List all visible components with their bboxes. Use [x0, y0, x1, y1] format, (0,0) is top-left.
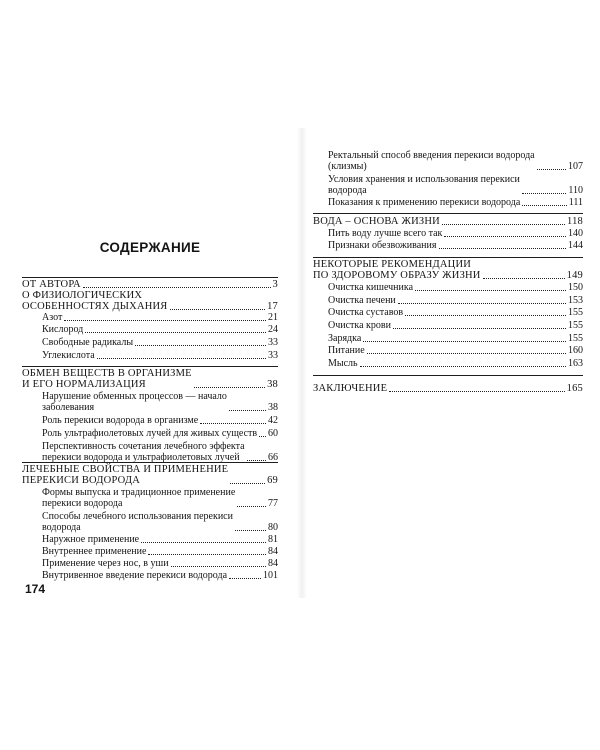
toc-entry-storage: Условия хранения и использования перекиси водорода 110	[328, 174, 583, 196]
toc-entry-nose-ears: Применение через нос, в уши 84	[42, 558, 278, 569]
toc-heading: СОДЕРЖАНИЕ	[99, 240, 201, 255]
toc-entry-blood: Очистка крови 155	[328, 320, 583, 331]
toc-entry-healing-properties: ЛЕЧЕБНЫЕ СВОЙСТВА И ПРИМЕНЕНИЕ ПЕРЕКИСИ ВОДОРОДА 69	[22, 464, 278, 486]
toc-entry-peroxide-role: Роль перекиси водорода в организме 42	[42, 415, 278, 426]
toc-entry-oxygen: Кислород 24	[42, 324, 278, 335]
toc-entry-conclusion: ЗАКЛЮЧЕНИЕ 165	[313, 383, 583, 394]
toc-entry-joints: Очистка суставов 155	[328, 307, 583, 318]
section-divider	[22, 366, 278, 367]
toc-entry-water: ВОДА – ОСНОВА ЖИЗНИ 118	[313, 216, 583, 227]
toc-entry-liver: Очистка печени 153	[328, 295, 583, 306]
book-gutter	[297, 128, 307, 598]
section-divider	[313, 257, 583, 258]
toc-entry-uv-role: Роль ультрафиолетовых лучей для живых существ 60	[42, 428, 278, 439]
toc-entry-external-use: Наружное применение 81	[42, 534, 278, 545]
toc-entry-combination: Перспективность сочетания лечебного эффекта перекиси водорода и ультрафиолетовых лучей 66	[42, 441, 278, 463]
toc-entry-intestine: Очистка кишечника 150	[328, 282, 583, 293]
toc-entry-dehydration: Признаки обезвоживания 144	[328, 240, 583, 251]
toc-entry-author: ОТ АВТОРА 3	[22, 279, 278, 290]
toc-entry-thought: Мысль 163	[328, 358, 583, 369]
toc-entry-breathing: О ФИЗИОЛОГИЧЕСКИХ ОСОБЕННОСТЯХ ДЫХАНИЯ 17	[22, 290, 278, 312]
toc-entry-intravenous: Внутривенное введение перекиси водорода 101	[42, 570, 278, 581]
toc-entry-carbonic-acid: Углекислота 33	[42, 350, 278, 361]
toc-entry-metabolic-disorder: Нарушение обменных процессов — начало заболевания 38	[42, 391, 278, 413]
toc-entry-usage-methods: Способы лечебного использования перекиси водорода 80	[42, 511, 278, 533]
toc-entry-nutrition: Питание 160	[328, 345, 583, 356]
section-divider	[22, 462, 278, 463]
toc-entry-drink-water: Пить воду лучше всего так 140	[328, 228, 583, 239]
toc-entry-nitrogen: Азот 21	[42, 312, 278, 323]
toc-entry-indications: Показания к применению перекиси водорода 111	[328, 197, 583, 208]
toc-entry-recommendations: НЕКОТОРЫЕ РЕКОМЕНДАЦИИ ПО ЗДОРОВОМУ ОБРАЗУ ЖИЗНИ 149	[313, 259, 583, 281]
section-divider	[313, 375, 583, 376]
section-divider	[22, 277, 278, 278]
toc-entry-rectal: Ректальный способ введения перекиси водорода (клизмы) 107	[328, 150, 583, 172]
page-number: 174	[25, 582, 46, 596]
toc-entry-free-radicals: Свободные радикалы 33	[42, 337, 278, 348]
toc-entry-internal-use: Внутреннее применение 84	[42, 546, 278, 557]
toc-entry-metabolism: ОБМЕН ВЕЩЕСТВ В ОРГАНИЗМЕ И ЕГО НОРМАЛИЗАЦИЯ 38	[22, 368, 278, 390]
section-divider	[313, 213, 583, 214]
toc-entry-exercise: Зарядка 155	[328, 333, 583, 344]
toc-entry-release-forms: Формы выпуска и традиционное применение перекиси водорода 77	[42, 487, 278, 509]
